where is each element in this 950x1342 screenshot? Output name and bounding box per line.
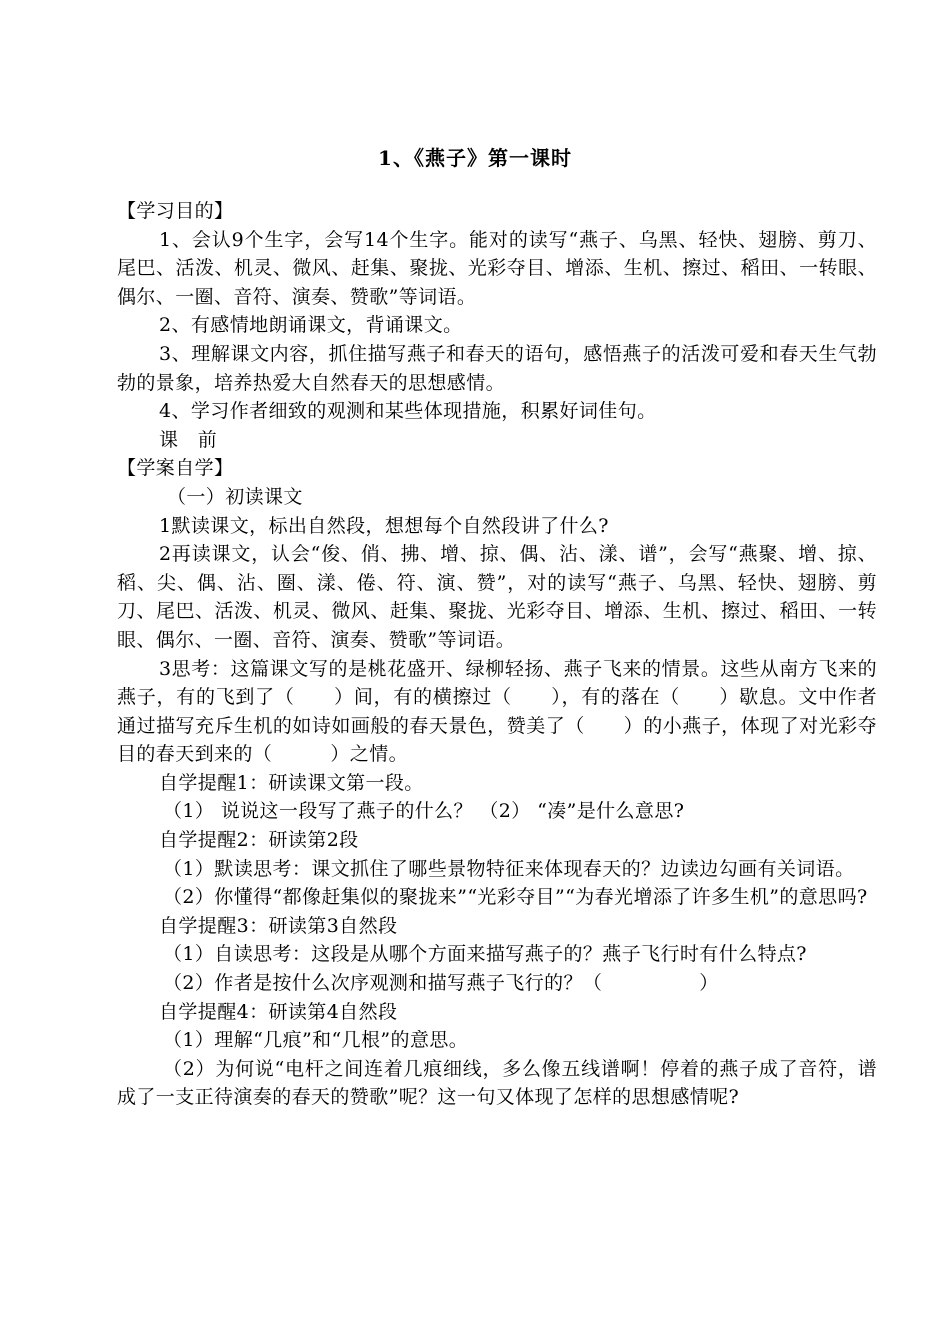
- study-tip-3-question-2: （2）作者是按什么次序观测和描写燕子飞行的？（ ）: [163, 972, 719, 995]
- question-1: 1默读课文，标出自然段，想想每个自然段讲了什么?: [159, 514, 609, 537]
- study-tip-4-question-1: （1）理解“几痕”和“几根”的意思。: [163, 1029, 469, 1052]
- study-tip-3-question-1: （1）自读思考：这段是从哪个方面来描写燕子的？燕子飞行时有什么特点?: [163, 943, 807, 966]
- study-tip-4: 自学提醒4：研读第4自然段: [159, 1000, 398, 1023]
- study-tip-2-question-2: （2）你懂得“都像赶集似的聚拢来”“光彩夺目”“为春光增添了许多生机”的意思吗?: [163, 886, 868, 909]
- objective-2: 2、有感情地朗诵课文，背诵课文。: [159, 314, 463, 337]
- study-tip-3: 自学提醒3：研读第3自然段: [159, 914, 398, 937]
- page-title: 1、《燕子》第一课时: [378, 146, 572, 170]
- objective-4: 4、学习作者细致的观测和某些体现措施，积累好词佳句。: [159, 400, 657, 423]
- objective-1: 1、会认9个生字，会写14个生字。能对的读写“燕子、乌黑、轻快、翅膀、剪刀、尾巴、活泼、机灵、微风、赶集、聚拢、光彩夺目、增添、生机、擦过、稻田、一转眼、偶尔、一圈、音符、演奏、赞歌”等词语。: [117, 228, 877, 308]
- subsection-first-reading: （一）初读课文: [167, 485, 303, 508]
- objective-3: 3、理解课文内容，抓住描写燕子和春天的语句，感悟燕子的活泼可爱和春天生气勃勃的景象，培养热爱大自然春天的思想感情。: [117, 342, 877, 394]
- before-class-label: 课 前: [159, 428, 218, 451]
- study-tip-2: 自学提醒2：研读第2段: [159, 829, 359, 852]
- study-tip-1-question: （1） 说说这一段写了燕子的什么？ （2） “凑”是什么意思?: [163, 800, 685, 823]
- study-tip-1: 自学提醒1：研读课文第一段。: [159, 771, 424, 794]
- question-2: 2再读课文，认会“俊、俏、拂、增、掠、偶、沾、漾、谱”，会写“燕聚、增、掠、稻、尖、偶、沾、圈、漾、倦、符、演、赞”，对的读写“燕子、乌黑、轻快、翅膀、剪刀、尾巴、活泼、机灵、微风、赶集、聚拢、光彩夺目、增添、生机、擦过、稻田、一转眼、偶尔、一圈、音符、演奏、赞歌”等词语。: [117, 543, 877, 651]
- section-heading-objectives: 【学习目的】: [117, 200, 234, 222]
- section-heading-self-study: 【学案自学】: [117, 457, 234, 480]
- document-body: [117, 197, 877, 1112]
- study-tip-2-question-1: （1）默读思考：课文抓住了哪些景物特征来体现春天的？边读边勾画有关词语。: [163, 857, 855, 880]
- question-3: 3思考：这篇课文写的是桃花盛开、绿柳轻扬、燕子飞来的情景。这些从南方飞来的燕子，有的飞到了（ ）间，有的横擦过（ ），有的落在（ ）歇息。文中作者通过描写充斥生机的如诗如画般的春天景色，赞美了（ ）的小燕子，体现了对光彩夺目的春天到来的（ ）之情。: [117, 657, 877, 766]
- study-tip-4-question-2: （2）为何说“电杆之间连着几痕细线，多么像五线谱啊！停着的燕子成了音符，谱成了一支正待演奏的春天的赞歌”呢？这一句又体现了怎样的思想感情呢?: [117, 1057, 877, 1109]
